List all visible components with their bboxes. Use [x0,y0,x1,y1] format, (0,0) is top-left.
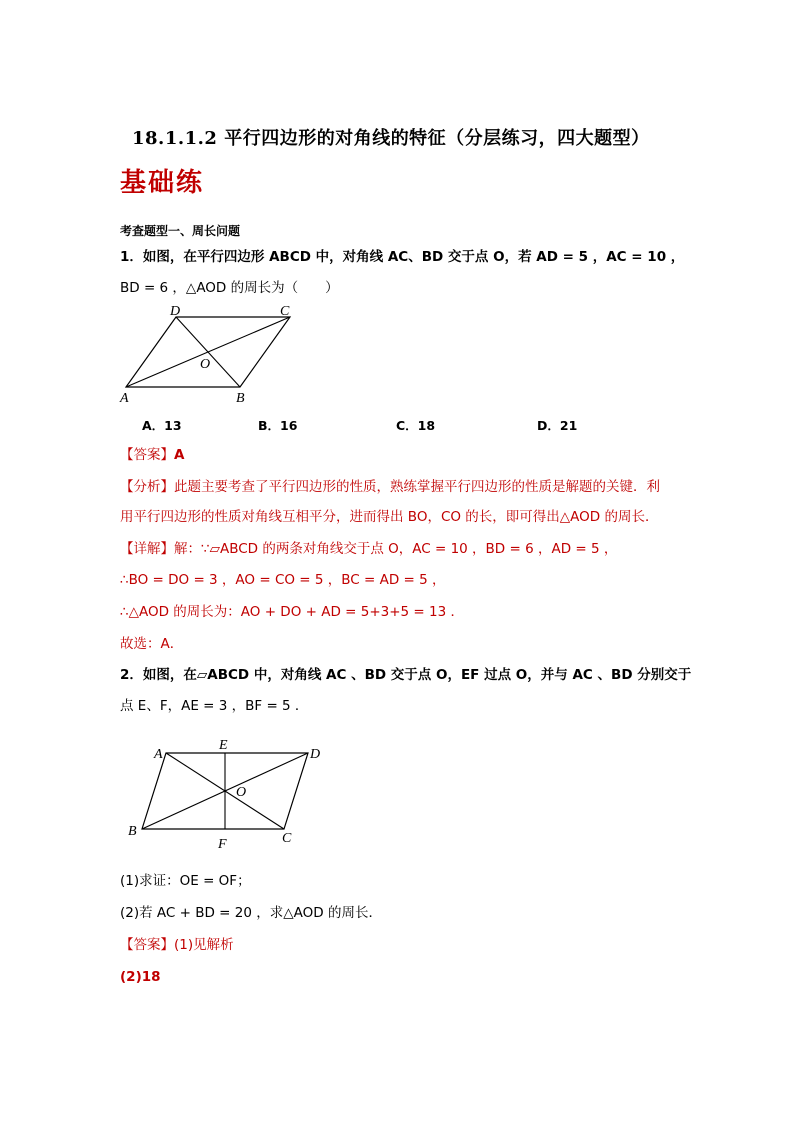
category-heading: 考查题型一、周长问题 [120,224,241,238]
q1-stem-line2: BD = 6 ，△AOD 的周长为（ ） [120,280,339,296]
q1-choice: 故选：A． [120,636,184,652]
q1-detail-line2: ∴BO = DO = 3 ，AO = CO = 5 ，BC = AD = 5 ， [120,572,446,588]
q1-option-b[interactable]: B．16 [258,418,298,433]
label-b: B [128,824,137,839]
analysis-tag: 【分析】 [120,479,174,495]
q1-analysis-line2: 用平行四边形的性质对角线互相平分，进而得出 BO，CO 的长，即可得出△AOD 的周长． [120,509,659,525]
answer-tag: 【答案】 [120,447,174,463]
label-f: F [218,837,227,852]
section-heading: 基础练 [120,168,205,198]
label-d: D [310,747,321,762]
q1-parallelogram-figure [116,300,306,410]
diagonal-bd [176,317,240,387]
q2-stem-line1: 2．如图，在▱ABCD 中，对角线 AC 、BD 交于点 O，EF 过点 O，并与 AC 、BD 分别交于 [120,667,692,683]
label-c: C [282,831,292,846]
q2-parallelogram-figure [122,734,332,854]
q2-part2: (2)若 AC + BD = 20 ，求△AOD 的周长． [120,905,382,921]
label-a: A [154,747,163,762]
q1-option-d[interactable]: D．21 [537,418,578,433]
q2-part1: (1)求证：OE = OF； [120,873,251,889]
q1-detail-line1 [120,540,617,558]
answer-value: A [174,447,185,463]
q1-stem-line1: 1．如图，在平行四边形 ABCD 中，对角线 AC、BD 交于点 O，若 AD = 5 ，AC = 10 ， [120,249,685,265]
label-o: O [236,785,247,800]
q1-option-c[interactable]: C．18 [396,418,436,433]
label-c: C [280,304,290,319]
analysis-text1: 此题主要考查了平行四边形的性质，熟练掌握平行四边形的性质是解题的关键．利 [174,479,660,495]
label-a: A [120,391,129,406]
q2-stem-line2: 点 E、F，AE = 3 ，BF = 5 ． [120,698,309,714]
label-e: E [219,738,228,753]
page-title: 18.1.1.2 平行四边形的对角线的特征（分层练习，四大题型） [132,128,650,149]
label-d: D [170,304,181,319]
detail-text1: 解：∵▱ABCD 的两条对角线交于点 O，AC = 10 ，BD = 6 ，AD = 5 ， [174,541,618,557]
label-o: O [200,357,211,372]
q2-answer-part2: (2)18 [120,969,161,985]
answer-part1: (1)见解析 [174,937,234,953]
label-b: B [236,391,245,406]
q2-answer [120,936,234,954]
q1-option-a[interactable]: A．13 [142,418,182,433]
detail-tag: 【详解】 [120,541,174,557]
q1-detail-line3: ∴△AOD 的周长为：AO + DO + AD = 5+3+5 = 13 ． [120,604,464,620]
q1-answer [120,446,184,464]
q1-analysis-line1 [120,478,660,496]
answer-tag: 【答案】 [120,937,174,953]
